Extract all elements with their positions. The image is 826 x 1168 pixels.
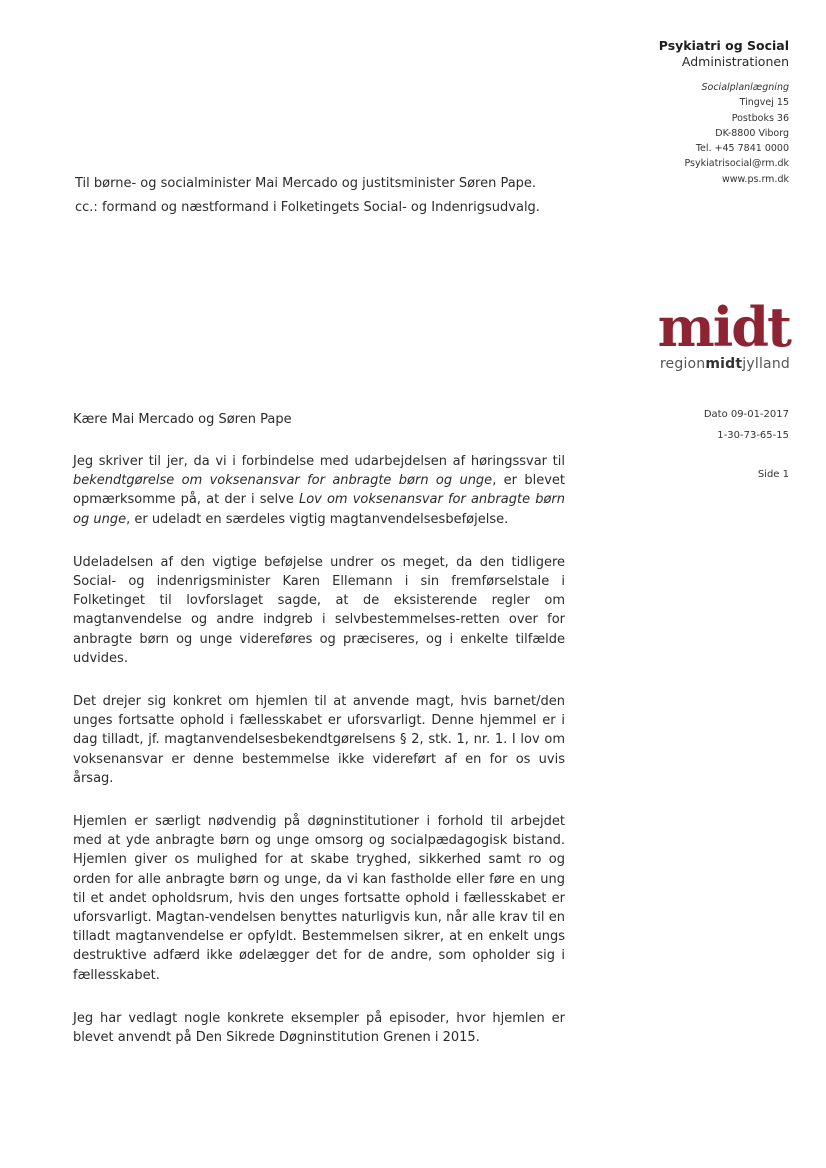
sender-department: Administrationen — [681, 54, 789, 69]
sender-block — [659, 38, 789, 187]
salutation: Kære Mai Mercado og Søren Pape — [73, 412, 292, 427]
p1-italic-d: Lov om voksenansvar for anbragte børn og unge — [73, 492, 565, 527]
logo-subtitle — [658, 356, 790, 372]
logo-mark: midt — [657, 295, 790, 359]
recipient-block — [75, 172, 545, 220]
logo-sub-prefix: region — [659, 356, 706, 372]
p1-text-c: , er blevet opmærksomme på, at der i selve — [73, 473, 565, 508]
sender-phone: Tel. +45 7841 0000 — [695, 143, 789, 155]
letter-reference: 1-30-73-65-15 — [717, 430, 789, 441]
paragraph-2: Udeladelsen af den vigtige beføjelse undrer os meget, da den tidligere Social- og indenrigsminister Karen Ellemann i sin fremførselstale i Folketinget til lovforslaget sagde, at de eksisterende regler om magtanvendelse og andre indgreb i selvbestemmelses-retten over for anbragte børn og unge videreføres og præciseres, og i enkelte tilfælde udvides. — [73, 554, 565, 666]
sender-pobox: Postboks 36 — [731, 112, 789, 124]
sender-website: www.ps.rm.dk — [721, 173, 789, 185]
p1-italic-b: bekendtgørelse om voksenansvar for anbragte børn og unge — [73, 473, 493, 489]
letter-date: Dato 09-01-2017 — [703, 409, 789, 420]
letter-body — [73, 410, 565, 1047]
paragraph-5: Jeg har vedlagt nogle konkrete eksempler på episoder, hvor hjemlen er blevet anvendt på Den Sikrede Døgninstitution Grenen i 2015. — [73, 1010, 565, 1046]
logo-sub-suffix: jylland — [742, 356, 790, 372]
letter-meta — [704, 404, 789, 485]
sender-street: Tingvej 15 — [739, 97, 789, 109]
paragraph-4: Hjemlen er særligt nødvendig på døgninstitutioner i forhold til arbejdet med at yde anbragte børn og unge omsorg og socialpædagogisk bistand. Hjemlen giver os mulighed for at skabe tryghed, sikkerhed samt ro og orden for alle anbragte børn og unge, da vi kan fastholde eller føre en ung til et andet opholdsrum, hvis den unges fortsatte ophold i fællesskabet er uforsvarligt. Magtan-vendelsen benyttes naturligvis kun, når alle krav til en tilladt magtanvendelse er opfyldt. Bestemmelsen sikrer, at en enkelt ungs destruktive adfærd ikke ødelægger det for de andre, som opholder sig i fællesskabet. — [73, 814, 565, 983]
recipient-line: Til børne- og socialminister Mai Mercado og justitsminister Søren Pape. — [75, 176, 537, 191]
logo-sub-bold: midt — [705, 356, 743, 372]
sender-city: DK-8800 Viborg — [715, 127, 789, 139]
p1-text-e: , er udeladt en særdeles vigtig magtanvendelsesbeføjelse. — [126, 511, 509, 527]
region-midtjylland-logo — [657, 295, 790, 372]
sender-unit: Socialplanlægning — [701, 82, 789, 93]
p1-text-a: Jeg skriver til jer, da vi i forbindelse med udarbejdelsen af høringssvar til — [73, 454, 565, 469]
page-number: Side 1 — [757, 469, 789, 480]
cc-line: cc.: formand og næstformand i Folketingets Social- og Indenrigsudvalg. — [75, 200, 540, 215]
sender-organization: Psykiatri og Social — [658, 38, 789, 53]
paragraph-1 — [73, 452, 565, 529]
paragraph-3: Det drejer sig konkret om hjemlen til at anvende magt, hvis barnet/den unges fortsatte ophold i fællesskabet er uforsvarligt. Denne hjemmel er i dag tilladt, jf. magtanvendelsesbekendtgørelsens § 2, stk. 1, nr. 1. I lov om voksenansvar er denne bestemmelse ikke videreført af en for os uvis årsag. — [73, 694, 565, 786]
sender-email: Psykiatrisocial@rm.dk — [684, 158, 789, 170]
